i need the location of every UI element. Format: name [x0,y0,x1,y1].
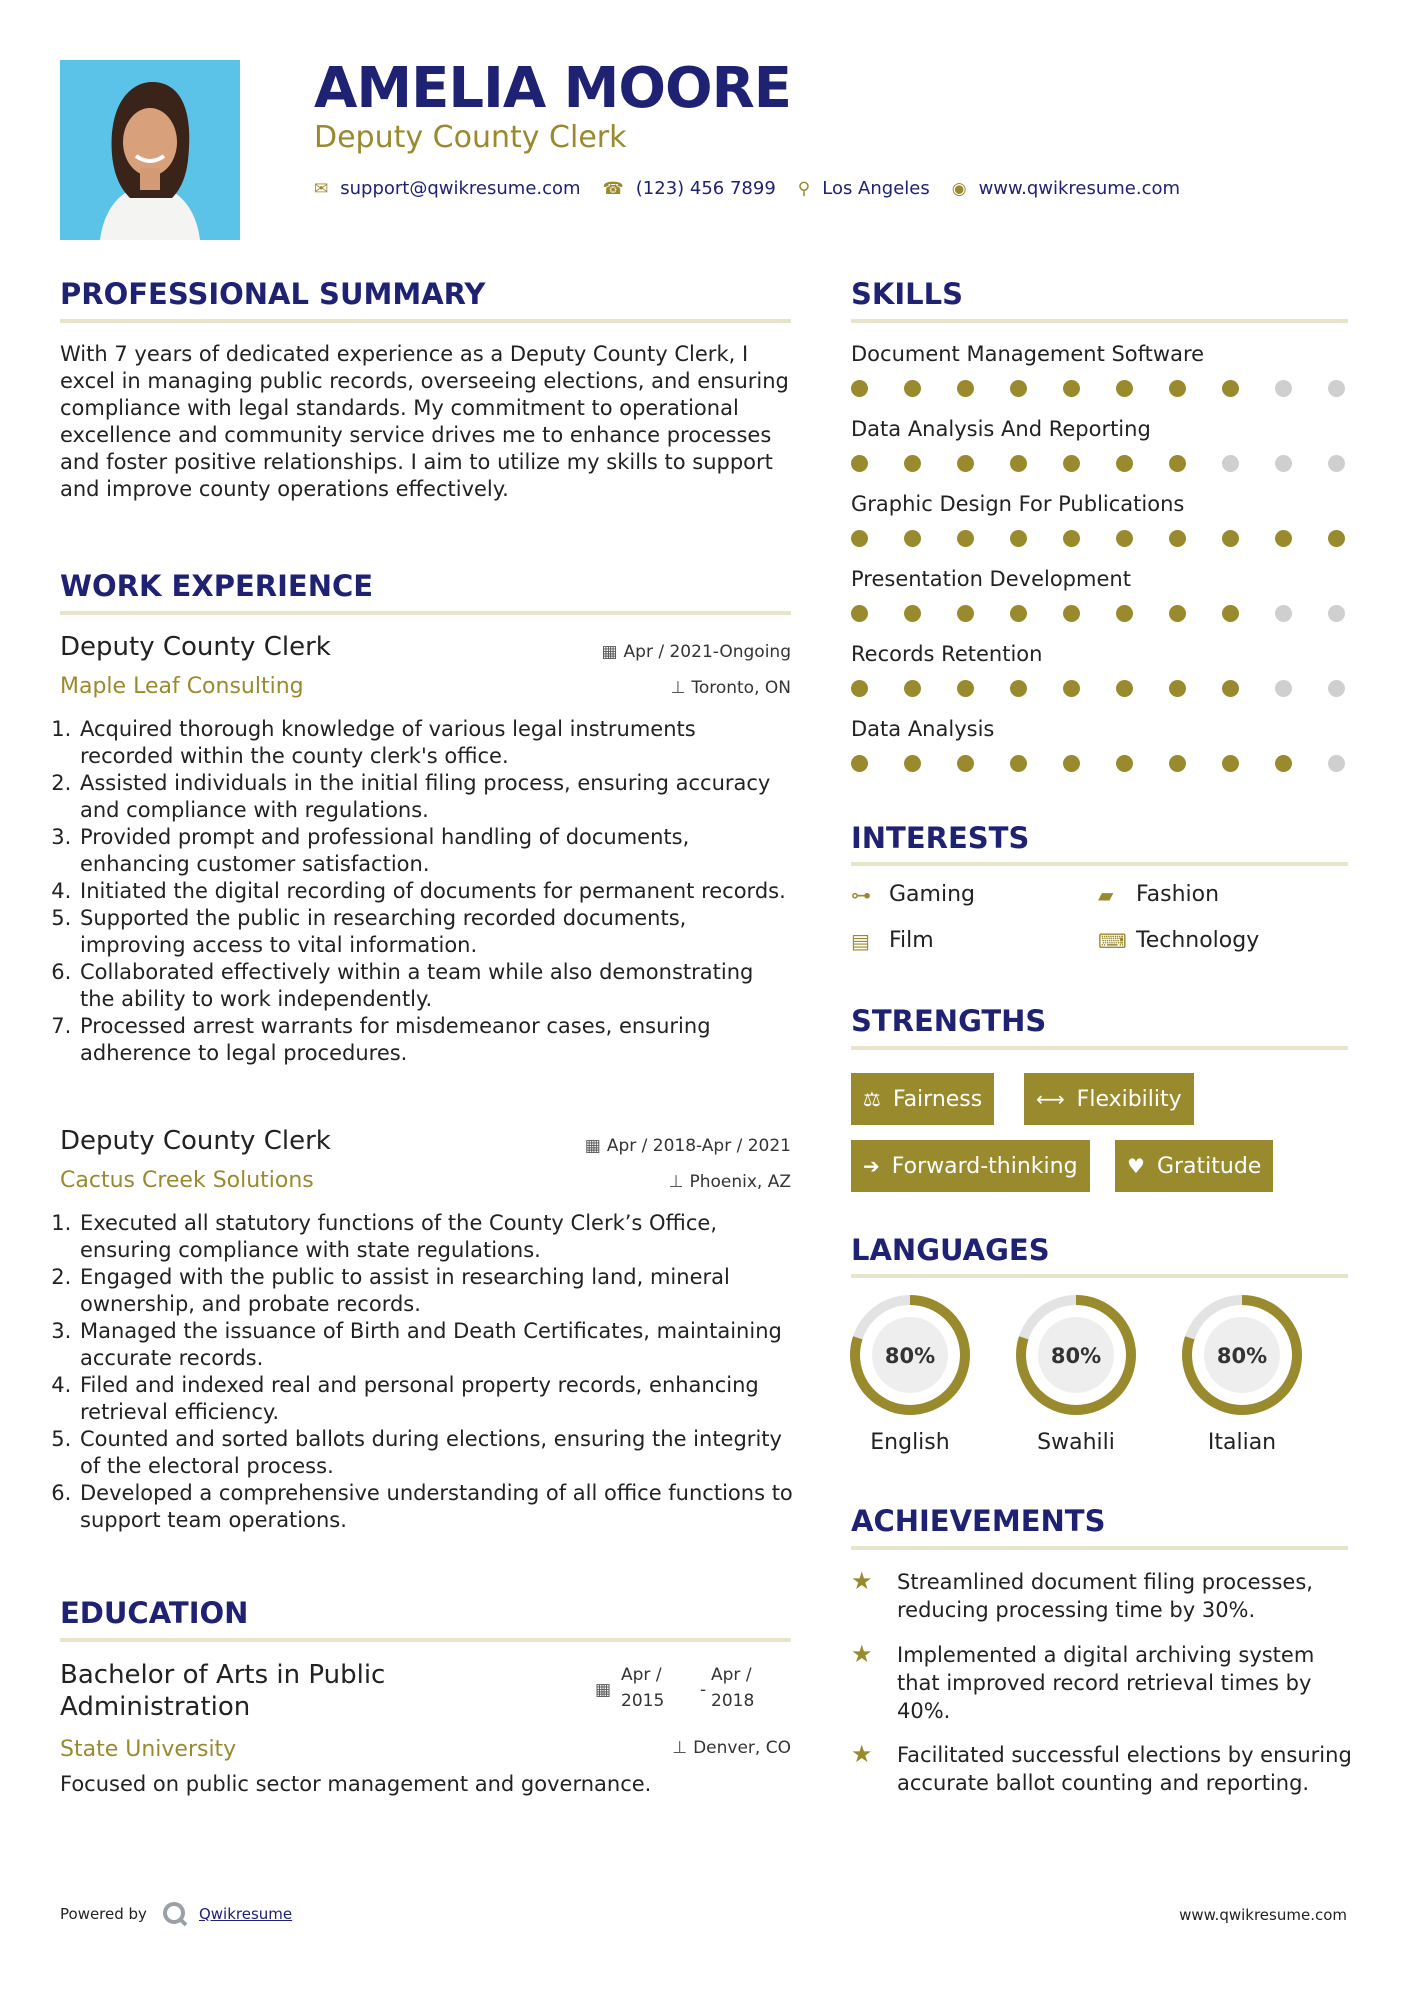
shopping-bag-icon: ▰ [1098,882,1114,907]
rating-dot-filled [1116,455,1133,472]
interest-label: Technology [1136,928,1260,953]
strength-chip [851,1073,994,1125]
contact-email[interactable] [314,178,581,199]
skill-rating [851,530,1351,548]
pushpin-icon: ⊥ [668,1172,684,1192]
strength-chip [851,1140,1090,1192]
rating-dot-empty [1328,380,1345,397]
edu-date-end [711,1662,754,1714]
rating-dot-filled [1116,680,1133,697]
edu-date-start-year: 2015 [621,1691,665,1711]
rating-dot-filled [1063,530,1080,547]
globe-icon: ◉ [951,178,967,199]
job-location-text: Phoenix, AZ [689,1172,791,1192]
duty-item: 5. Supported the public in researching recorded documents, improving access to vital information. [78,905,793,959]
rating-dot-filled [1275,755,1292,772]
job-title: Deputy County Clerk [60,1126,331,1156]
duty-item: 2. Engaged with the public to assist in researching land, mineral ownership, and probate records. [78,1264,793,1318]
rating-dot-filled [904,755,921,772]
achievements-heading: ACHIEVEMENTS [851,1504,1106,1538]
summary-rule [60,319,791,323]
arrow-right-icon: ➔ [863,1154,880,1178]
job-company: Cactus Creek Solutions [60,1168,314,1193]
education-rule [60,1638,791,1642]
language-ring [1180,1293,1304,1417]
achievement-text: Streamlined document filing processes, reducing processing time by 30%. [897,1570,1313,1622]
achievement-item [851,1741,1361,1797]
rating-dot-filled [1010,605,1027,622]
rating-dot-filled [904,605,921,622]
star-badge-icon: ★ [851,1740,873,1768]
job-date [601,642,791,662]
job-date [585,1136,791,1156]
rating-dot-filled [851,455,868,472]
interest-label: Fashion [1136,882,1220,907]
envelope-icon: ✉ [314,178,329,199]
website-text: www.qwikresume.com [978,178,1181,199]
contact-bar [314,178,1202,199]
strengths-heading: STRENGTHS [851,1004,1047,1038]
job-duties [60,1210,793,1534]
calendar-icon: ▦ [601,642,618,662]
rating-dot-filled [1063,605,1080,622]
summary-heading: PROFESSIONAL SUMMARY [60,277,486,311]
job-date-text: Apr / 2018-Apr / 2021 [606,1136,791,1156]
language-ring [1014,1293,1138,1417]
job-title: Deputy County Clerk [60,632,331,662]
rating-dot-filled [957,755,974,772]
job-location-text: Toronto, ON [691,678,791,698]
rating-dot-empty [1328,455,1345,472]
strength-chip [1024,1073,1194,1125]
skills-rule [851,319,1348,323]
edu-location [672,1738,791,1758]
star-badge-icon: ★ [851,1567,873,1595]
language-name: English [870,1430,950,1455]
rating-dot-filled [1222,680,1239,697]
rating-dot-filled [957,530,974,547]
powered-by-text: Powered by [60,1905,147,1923]
qwikresume-link[interactable]: Qwikresume [198,1905,293,1923]
rating-dot-filled [957,605,974,622]
map-pin-icon: ⚲ [797,178,811,199]
balance-scale-icon: ⚖ [863,1087,881,1111]
rating-dot-empty [1275,680,1292,697]
rating-dot-filled [851,530,868,547]
heart-icon: ♥ [1127,1154,1145,1178]
duty-item: 3. Provided prompt and professional handling of documents, enhancing customer satisfaction. [78,824,793,878]
star-badge-icon: ★ [851,1640,873,1668]
rating-dot-filled [1063,755,1080,772]
skill-rating [851,380,1351,398]
rating-dot-filled [851,680,868,697]
duty-item: 6. Collaborated effectively within a team while also demonstrating the ability to work independently. [78,959,793,1013]
candidate-name: AMELIA MOORE [314,56,791,121]
skill-name: Document Management Software [851,342,1205,366]
rating-dot-filled [1063,455,1080,472]
interests-rule [851,862,1348,866]
interest-item [1098,928,1259,953]
language-name: Swahili [1037,1430,1115,1455]
rating-dot-filled [1116,530,1133,547]
skill-name: Presentation Development [851,567,1131,591]
rating-dot-filled [957,380,974,397]
rating-dot-filled [1275,530,1292,547]
rating-dot-filled [1169,605,1186,622]
pushpin-icon: ⊥ [672,1738,688,1758]
rating-dot-filled [957,455,974,472]
education-description: Focused on public sector management and governance. [60,1772,652,1796]
skill-rating [851,455,1351,473]
rating-dot-filled [1222,755,1239,772]
rating-dot-filled [1010,455,1027,472]
contact-website[interactable] [952,178,1180,199]
rating-dot-empty [1275,605,1292,622]
rating-dot-filled [1116,605,1133,622]
skill-name: Graphic Design For Publications [851,492,1185,516]
skill-rating [851,680,1351,698]
qwikresume-logo-icon [161,1900,189,1928]
calendar-icon: ▦ [595,1680,612,1700]
achievement-item [851,1641,1361,1725]
language-ring [848,1293,972,1417]
achievement-text: Facilitated successful elections by ensuring accurate ballot counting and reporting. [897,1743,1352,1795]
rating-dot-filled [1116,755,1133,772]
rating-dot-filled [1222,530,1239,547]
job-company: Maple Leaf Consulting [60,674,304,699]
rating-dot-filled [1169,455,1186,472]
skill-rating [851,755,1351,773]
language-name: Italian [1207,1430,1277,1455]
rating-dot-filled [1063,680,1080,697]
contact-phone[interactable] [603,178,776,199]
job-duties [60,716,793,1067]
achievement-text: Implemented a digital archiving system that improved record retrieval times by 40%. [897,1643,1315,1723]
duty-item: 2. Assisted individuals in the initial filing process, ensuring accuracy and compliance with regulations. [78,770,793,824]
skill-rating [851,605,1351,623]
rating-dot-filled [1010,755,1027,772]
laptop-icon: ⌨ [1098,928,1127,953]
location-text: Los Angeles [822,178,930,199]
rating-dot-filled [1063,380,1080,397]
film-icon: ▤ [851,928,870,953]
profile-photo [60,60,240,240]
interest-item [1098,882,1219,907]
school-name: State University [60,1737,237,1762]
job-location [671,678,791,698]
strength-chip [1115,1140,1273,1192]
job-date-text: Apr / 2021-Ongoing [623,642,791,662]
rating-dot-filled [1222,380,1239,397]
achievement-item [851,1568,1361,1624]
phone-text: (123) 456 7899 [635,178,776,199]
duty-item: 1. Acquired thorough knowledge of various legal instruments recorded within the county clerk's office. [78,716,793,770]
skills-heading: SKILLS [851,277,963,311]
strengths-rule [851,1046,1348,1050]
rating-dot-filled [851,380,868,397]
rating-dot-filled [1010,680,1027,697]
rating-dot-filled [904,680,921,697]
job-location [669,1172,791,1192]
duty-item: 4. Filed and indexed real and personal property records, enhancing retrieval efficiency. [78,1372,793,1426]
rating-dot-filled [851,755,868,772]
skill-name: Records Retention [851,642,1043,666]
rating-dot-empty [1328,605,1345,622]
rating-dot-filled [1328,530,1345,547]
degree-line-1: Bachelor of Arts in Public [60,1660,386,1690]
language-percent: 80% [1050,1344,1102,1368]
duty-item: 4. Initiated the digital recording of documents for permanent records. [78,878,793,905]
degree-line-2: Administration [60,1692,251,1722]
rating-dot-filled [1010,530,1027,547]
rating-dot-filled [1169,380,1186,397]
language-percent: 80% [1216,1344,1268,1368]
duty-item: 6. Developed a comprehensive understanding of all office functions to support team operations. [78,1480,793,1534]
duty-item: 7. Processed arrest warrants for misdemeanor cases, ensuring adherence to legal procedures. [78,1013,793,1067]
arrows-horizontal-icon: ⟷ [1036,1087,1065,1111]
rating-dot-filled [1169,755,1186,772]
duty-item: 1. Executed all statutory functions of the County Clerk’s Office, ensuring compliance with state regulations. [78,1210,793,1264]
rating-dot-filled [1169,530,1186,547]
edu-date-separator: - [700,1680,707,1700]
rating-dot-filled [1010,380,1027,397]
edu-date-start [621,1662,664,1714]
strength-label: Gratitude [1156,1153,1262,1179]
languages-rule [851,1274,1348,1278]
pushpin-icon: ⊥ [670,678,686,698]
footer-url[interactable]: www.qwikresume.com [1179,1906,1347,1924]
rating-dot-filled [904,455,921,472]
candidate-title: Deputy County Clerk [314,120,627,155]
rating-dot-empty [1222,455,1239,472]
interest-label: Gaming [889,882,975,907]
edu-location-text: Denver, CO [693,1738,791,1758]
contact-location [798,178,930,199]
language-percent: 80% [884,1344,936,1368]
email-text: support@qwikresume.com [340,178,581,199]
skill-name: Data Analysis And Reporting [851,417,1151,441]
rating-dot-empty [1328,680,1345,697]
interest-item [851,882,975,907]
rating-dot-filled [904,530,921,547]
summary-text: With 7 years of dedicated experience as a Deputy County Clerk, I excel in managing public records, overseeing elections, and ensuring compliance with legal standards. My commitment to operational excellence and community service drives me to enhance processes and foster positive relationships. I aim to utilize my skills to support and improve county operations effectively. [60,342,789,501]
rating-dot-filled [904,380,921,397]
rating-dot-filled [851,605,868,622]
strength-label: Forward-thinking [891,1153,1078,1179]
rating-dot-filled [957,680,974,697]
rating-dot-empty [1328,755,1345,772]
gamepad-icon: ⊶ [851,882,871,907]
strength-label: Fairness [892,1086,983,1112]
calendar-icon: ▦ [584,1136,601,1156]
rating-dot-empty [1275,380,1292,397]
languages-heading: LANGUAGES [851,1233,1050,1267]
interest-item [851,928,934,953]
rating-dot-filled [1116,380,1133,397]
skill-name: Data Analysis [851,717,995,741]
strength-label: Flexibility [1076,1086,1182,1112]
duty-item: 5. Counted and sorted ballots during elections, ensuring the integrity of the electoral process. [78,1426,793,1480]
education-heading: EDUCATION [60,1596,249,1630]
rating-dot-empty [1275,455,1292,472]
experience-heading: WORK EXPERIENCE [60,569,374,603]
experience-rule [60,611,791,615]
edu-date-start-month: Apr / [621,1665,662,1685]
phone-icon: ☎ [602,178,624,199]
edu-date-end-year: 2018 [711,1691,755,1711]
rating-dot-filled [1222,605,1239,622]
duty-item: 3. Managed the issuance of Birth and Death Certificates, maintaining accurate records. [78,1318,793,1372]
interests-heading: INTERESTS [851,821,1030,855]
powered-by [60,1900,292,1928]
interest-label: Film [889,928,934,953]
achievements-rule [851,1546,1348,1550]
edu-date-end-month: Apr / [711,1665,752,1685]
rating-dot-filled [1169,680,1186,697]
